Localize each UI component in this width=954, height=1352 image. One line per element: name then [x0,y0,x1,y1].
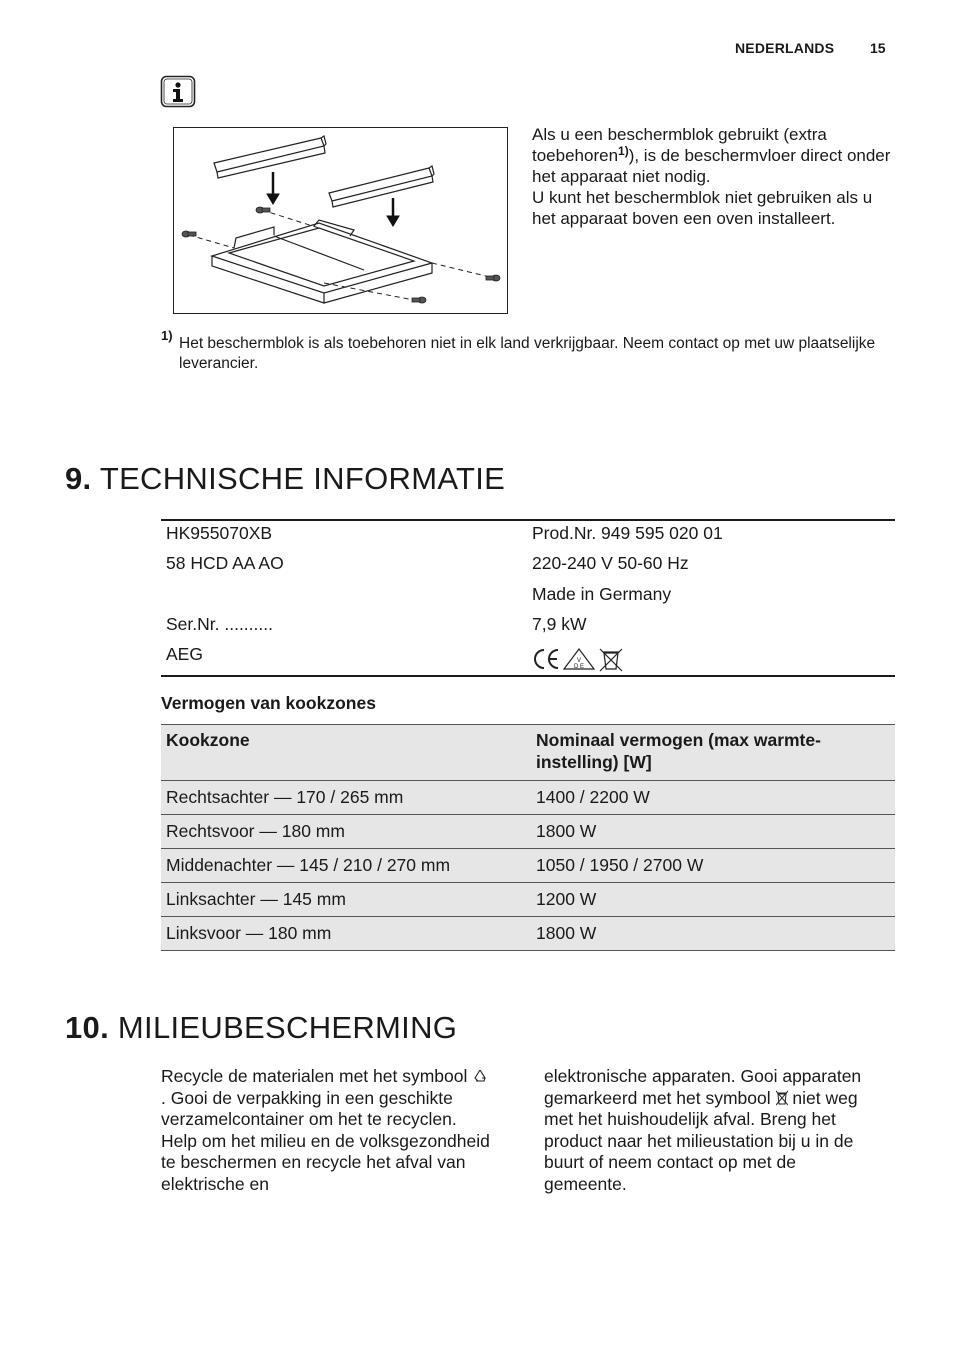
section-10-title: MILIEUBESCHERMING [117,1010,458,1045]
rating-left-3: Ser.Nr. .......... [166,614,273,634]
environment-column-1 [161,1066,491,1195]
protection-block-drawing [174,128,507,313]
svg-text:D E: D E [573,664,585,670]
zone-cell: Rechtsvoor — 180 mm [161,815,531,849]
note-text-3: U kunt het beschermblok niet gebruiken als u het apparaat boven een oven installeert. [532,188,873,228]
footnote-ref: 1) [618,144,629,158]
ce-mark-icon [535,650,558,668]
certification-marks [532,646,624,677]
env-text-1b: . Gooi de verpakking in een geschikte verzamelcontainer om het te recyclen. [161,1087,457,1129]
svg-text:V: V [576,658,582,664]
rating-right-0: Prod.Nr. 949 595 020 01 [532,523,723,543]
section-10-heading [65,1010,457,1046]
zone-cell: Rechtsachter — 170 / 265 mm [161,781,531,815]
zone-cell: Linksvoor — 180 mm [161,917,531,951]
section-9-title: TECHNISCHE INFORMATIE [99,461,506,496]
power-cell: 1050 / 1950 / 2700 W [531,849,895,883]
rating-right-2: Made in Germany [532,584,672,604]
ce-vde-weee-marks [532,646,624,672]
power-table-heading: Vermogen van kookzones [161,693,376,713]
rating-left-4: AEG [166,644,203,664]
vde-mark-icon [564,649,594,670]
power-header-zone: Kookzone [161,725,531,781]
section-9-number: 9. [65,461,92,496]
power-header-rating: Nominaal vermogen (max warmte-instelling) [W] [531,725,895,781]
section-10-number: 10. [65,1010,109,1045]
rating-left-1: 58 HCD AA AO [166,553,284,573]
power-cell: 1200 W [531,883,895,917]
note-text-1: Als u een beschermblok gebruikt (extra toebehoren [532,125,827,165]
crossed-bin-icon [600,649,622,671]
table-row [161,883,895,917]
table-row [161,815,895,849]
power-table [161,724,895,951]
power-cell: 1800 W [531,815,895,849]
zone-cell: Middenachter — 145 / 210 / 270 mm [161,849,531,883]
power-cell: 1800 W [531,917,895,951]
installation-figure [173,127,508,314]
table-row [161,781,895,815]
protection-block-note [532,124,892,229]
rating-plate-top-rule [161,519,895,521]
table-row [161,849,895,883]
env-text-2a: elektronische apparaten. Gooi apparaten gemarkeerd met het symbool [544,1066,862,1108]
env-text-1a: Recycle de materialen met het symbool [161,1066,468,1086]
env-text-2b: niet weg met het huishoudelijk afval. Breng het product naar het milieustation bij u in de buurt of neem contact op met de gemeente. [544,1087,858,1194]
header-language: NEDERLANDS [735,40,835,56]
env-text-1c: Help om het milieu en de volksgezondheid te beschermen en recycle het afval van elektrische en [161,1130,490,1194]
rating-right-1: 220-240 V 50-60 Hz [532,553,689,573]
recycle-icon [472,1068,488,1084]
power-table-header-row [161,725,895,781]
page-number: 15 [870,40,886,56]
crossed-bin-icon [776,1090,788,1106]
rating-left-0: HK955070XB [166,523,273,543]
environment-column-2 [544,1066,864,1195]
zone-cell: Linksachter — 145 mm [161,883,531,917]
table-row [161,917,895,951]
rating-right-3: 7,9 kW [532,614,587,634]
info-icon [160,75,196,108]
section-9-heading [65,461,505,497]
footnote-mark: 1) [161,328,173,343]
power-cell: 1400 / 2200 W [531,781,895,815]
footnote-text: Het beschermblok is als toebehoren niet in elk land verkrijgbaar. Neem contact op met uw plaatselijke leverancier. [179,335,876,372]
rating-plate-bottom-rule [161,675,895,677]
note-text-2: ), is de beschermvloer direct onder het apparaat niet nodig. [532,146,891,186]
